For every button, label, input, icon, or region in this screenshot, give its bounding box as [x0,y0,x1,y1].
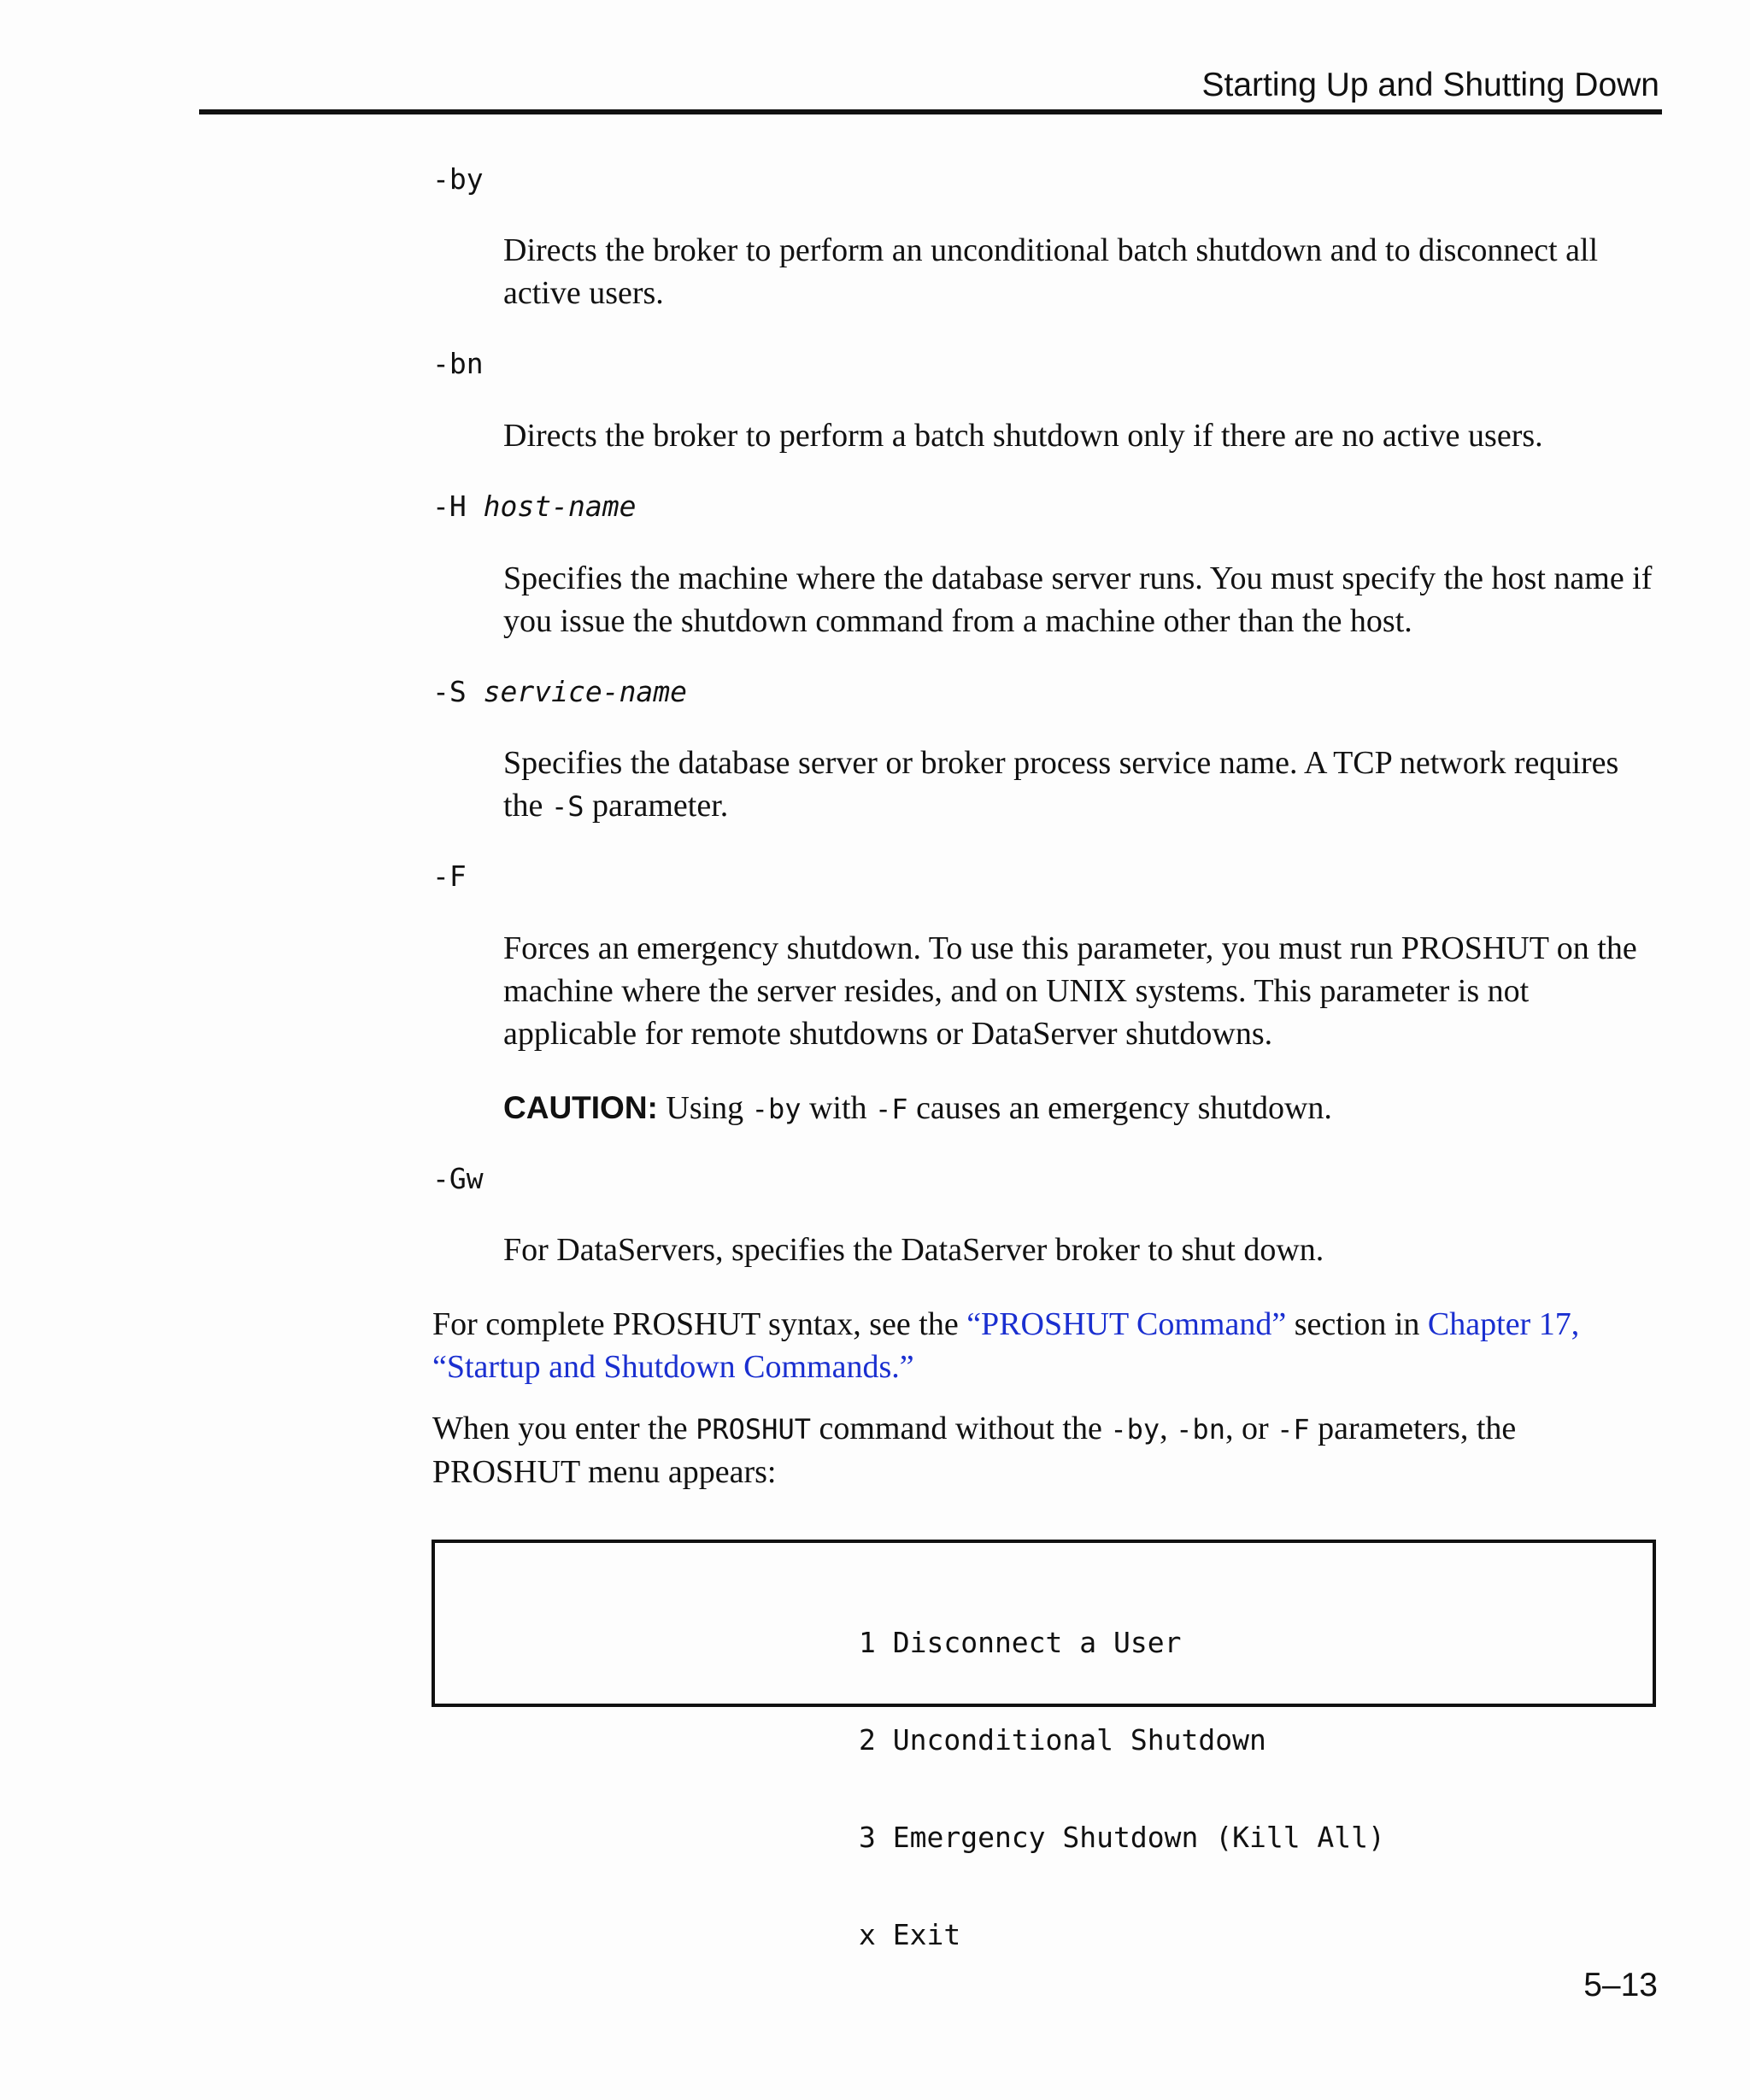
param-flag: -bn [432,347,484,380]
param-arg: host-name [483,490,637,523]
caution-text: with [808,1090,867,1126]
header-rule [199,109,1662,114]
param-by-description: Directs the broker to perform an unconditional batch shutdown and to disconnect all active users. [503,232,1599,311]
menu-item-unconditional-shutdown: 2 Unconditional Shutdown [859,1723,1266,1757]
proshut-menu-list [859,1562,1385,2016]
param-H [432,490,636,523]
inline-code: -by [1110,1413,1160,1446]
param-flag: -F [432,859,467,893]
description-text: Specifies the database server or broker process service name. A TCP network requires the [503,745,1619,824]
separator: , [1160,1411,1168,1446]
caution-text: causes an emergency shutdown. [916,1090,1332,1126]
param-arg: service-name [483,675,688,708]
body-text: section in [1294,1306,1420,1342]
param-flag: -by [432,162,484,196]
param-S-description [503,742,1665,828]
inline-code: -bn [1176,1413,1225,1446]
param-Gw [432,1162,484,1195]
param-bn-description: Directs the broker to perform a batch shutdown only if there are no active users. [503,418,1543,454]
proshut-menu-box [432,1540,1656,1951]
param-bn [432,347,484,380]
caution-text: Using [666,1090,744,1126]
description-text: parameter. [591,788,729,824]
inline-code: PROSHUT [696,1413,811,1446]
separator: , or [1224,1411,1269,1446]
body-text: When you enter the [432,1411,688,1446]
param-flag: -H [432,490,467,523]
param-F [432,859,467,893]
menu-intro [432,1407,1665,1493]
page-number: 5–13 [1583,1967,1658,2003]
syntax-note [432,1303,1665,1388]
body-text: command without the [819,1411,1102,1446]
param-H-description: Specifies the machine where the database server runs. You must specify the host name if you issue the shutdown command from a machine other than the host. [503,560,1653,639]
caution-note [503,1087,1665,1130]
inline-code: -F [875,1093,908,1125]
param-flag: -Gw [432,1162,484,1195]
caution-label: CAUTION: [503,1090,658,1125]
inline-code: -by [751,1093,802,1125]
param-Gw-description: For DataServers, specifies the DataServer broker to shut down. [503,1232,1324,1268]
inline-code: -F [1277,1413,1310,1446]
menu-item-emergency-shutdown: 3 Emergency Shutdown (Kill All) [859,1821,1385,1854]
running-header: Starting Up and Shutting Down [1201,67,1659,103]
body-text: parameters, the PROSHUT menu appears: [432,1411,1517,1490]
menu-item-exit: x Exit [859,1918,961,1951]
param-S [432,675,687,708]
proshut-command-link[interactable]: “PROSHUT Command” [966,1306,1287,1342]
menu-item-disconnect-user: 1 Disconnect a User [859,1626,1182,1659]
body-text: For complete PROSHUT syntax, see the [432,1306,959,1342]
param-flag: -S [432,675,467,708]
inline-code: -S [550,790,584,823]
param-F-description: Forces an emergency shutdown. To use this parameter, you must run PROSHUT on the machine where the server resides, and on UNIX systems. This parameter is not applicable for remote shutdowns or DataServer shutdowns. [503,930,1637,1052]
chapter-17-link[interactable]: Chapter 17, “Startup and Shutdown Commands.” [432,1306,1580,1385]
param-by [432,162,484,196]
